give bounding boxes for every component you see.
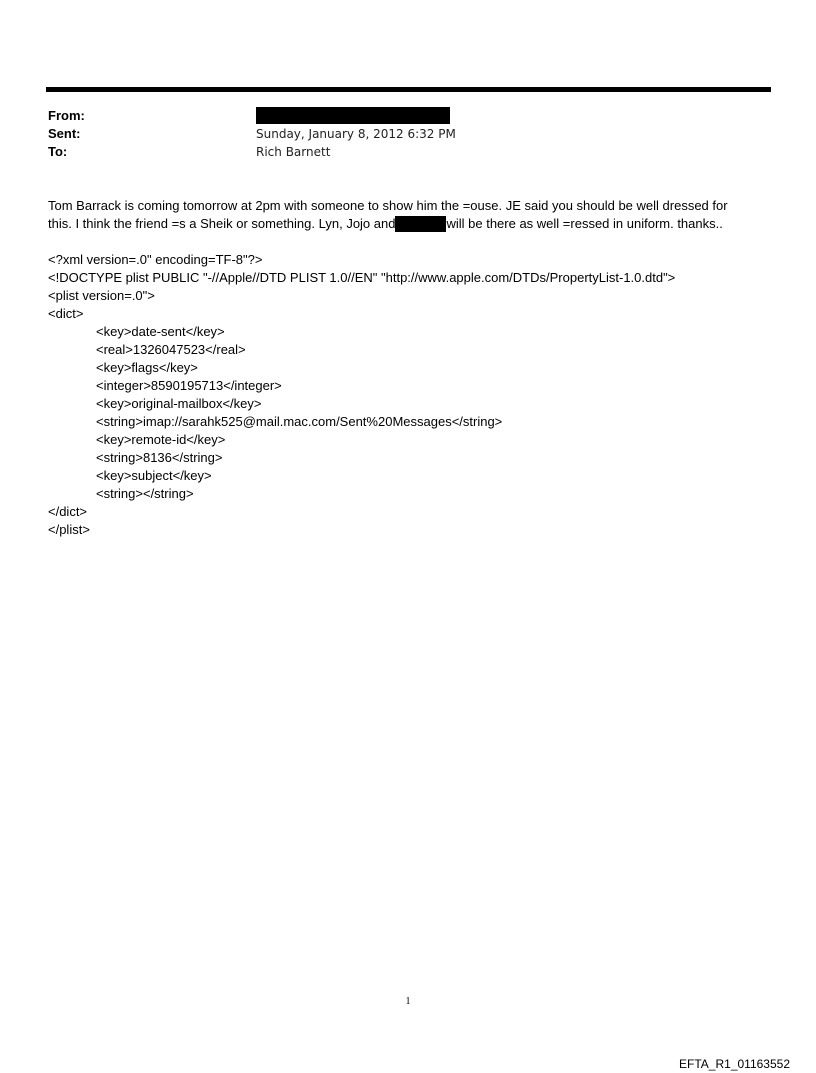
- sent-label: Sent:: [48, 126, 81, 141]
- message-line: [48, 215, 768, 233]
- plist-block: [48, 251, 768, 539]
- redaction-block: [395, 216, 446, 232]
- sent-value: Sunday, January 8, 2012 6:32 PM: [256, 127, 456, 141]
- plist-line: <key>date-sent</key>: [96, 324, 225, 339]
- message-line: Tom Barrack is coming tomorrow at 2pm with someone to show him the =ouse. JE said you should be well dressed for: [48, 198, 728, 213]
- plist-line: <key>remote-id</key>: [96, 432, 226, 447]
- plist-line: <real>1326047523</real>: [96, 342, 246, 357]
- email-header: [48, 107, 748, 161]
- plist-line: <string>8136</string>: [96, 450, 223, 465]
- redaction-block: [256, 107, 450, 124]
- message-body: [48, 197, 768, 233]
- plist-line: <string>imap://sarahk525@mail.mac.com/Sent%20Messages</string>: [96, 414, 503, 429]
- header-divider: [46, 87, 771, 92]
- from-label: From:: [48, 108, 85, 123]
- plist-line: <plist version=.0">: [48, 288, 155, 303]
- plist-line: <integer>8590195713</integer>: [96, 378, 282, 393]
- plist-line: </dict>: [48, 504, 88, 519]
- page-number: 1: [405, 996, 411, 1007]
- to-label: To:: [48, 144, 68, 159]
- plist-line: <dict>: [48, 306, 84, 321]
- plist-line: <?xml version=.0" encoding=TF-8"?>: [48, 252, 263, 267]
- sent-row: [48, 125, 748, 143]
- from-row: [48, 107, 748, 125]
- plist-line: </plist>: [48, 522, 90, 537]
- to-row: [48, 143, 748, 161]
- plist-line: <!DOCTYPE plist PUBLIC "-//Apple//DTD PLIST 1.0//EN" "http://www.apple.com/DTDs/PropertyList-1.0.dtd">: [48, 270, 676, 285]
- message-text: this. I think the friend =s a Sheik or something. Lyn, Jojo and: [48, 216, 396, 231]
- plist-line: <key>original-mailbox</key>: [96, 396, 262, 411]
- bates-number: EFTA_R1_01163552: [679, 1057, 790, 1071]
- plist-line: <key>flags</key>: [96, 360, 198, 375]
- plist-line: <key>subject</key>: [96, 468, 212, 483]
- plist-line: <string></string>: [96, 486, 194, 501]
- message-text: will be there as well =ressed in uniform. thanks..: [446, 216, 723, 231]
- to-value: Rich Barnett: [256, 145, 331, 159]
